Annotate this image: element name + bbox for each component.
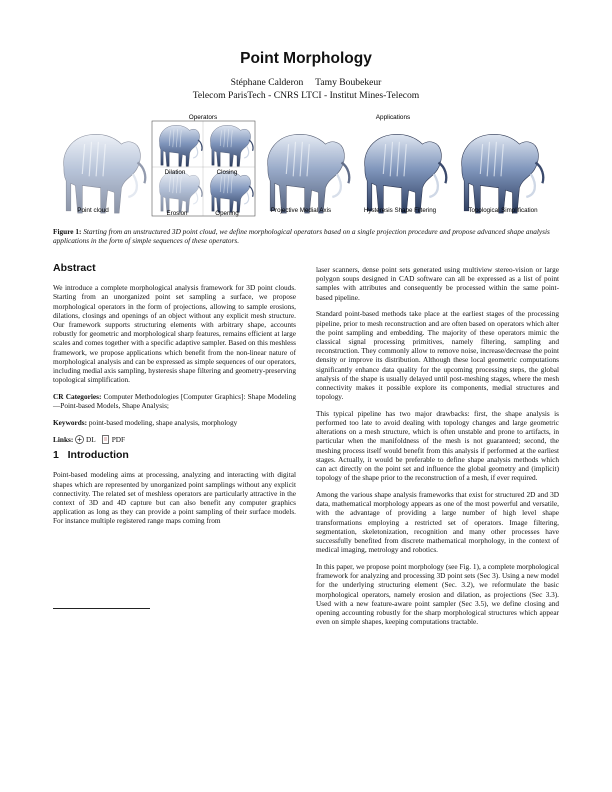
dilation-image bbox=[159, 125, 202, 166]
dl-link[interactable]: DL bbox=[85, 434, 96, 444]
right-paragraph: This typical pipeline has two major drawbacks: first, the shape analysis is performed too late to avoid dealing with topology changes and large geometric alterations on a mesh structure, which is often unstable and prone to artifacts, in particular when the manifoldness of the mesh is not guaranteed; second, the meshing process itself would benefit from this analysis if performed at the earliest stages. Actually, it would be preferable to define shape analysis methods which can act directly on the point set and influence the global geometry and (implicit) topology of the shape prior to the reconstruction of a mesh, if ever required. bbox=[316, 408, 559, 483]
right-paragraph: laser scanners, dense point sets generated using multiview stereo-vision or large polygon soups designed in CAD software can all be expressed as a list of point samples with attributes and consequently be processed within the same point-based pipeline. bbox=[316, 265, 559, 302]
pdf-icon[interactable] bbox=[101, 435, 110, 444]
intro-text: Point-based modeling aims at processing, analyzing and interacting with digital shapes which are represented by unorganized point samplings without any explicit connectivity. The related set of meshless operators are particularly attractive in the context of 3D and 4D capture but can also benefit any computer graphics application as long as they can provide a point sampling of their surface models. For instance multiple registered range maps coming from bbox=[53, 470, 296, 526]
right-paragraph: Standard point-based methods take place at the earliest stages of the processing pipeline, prior to mesh reconstruction and are often based on operators which alter the point sampling and embedding. The majority of these operators mimic the classical signal processing primitives, namely filtering, sampling and reconstruction. They commonly allow to remove noise, increase/decrease the point density or improve its distribution. Although these local geometric computations significantly enhance data quality for the upcoming processing steps, the global analysis of the shape is usually delayed until post-meshing stages, where the mesh connectivity makes it possible explore its components, medial structures and topology. bbox=[316, 309, 559, 402]
topological-image bbox=[462, 134, 544, 213]
abstract-heading: Abstract bbox=[53, 262, 96, 274]
pdf-link[interactable]: PDF bbox=[111, 434, 126, 444]
caption-label: Figure 1: bbox=[53, 227, 82, 236]
label-erosion: Erosion bbox=[166, 210, 188, 217]
caption-text: Starting from an unstructured 3D point cloud, we define morphological operators based on a single projection procedure and propose advanced shape analysis applications in the form of simple sequences of these operators. bbox=[53, 227, 550, 245]
dl-icon[interactable] bbox=[75, 435, 84, 444]
keywords bbox=[53, 418, 296, 427]
intro-heading bbox=[53, 451, 296, 460]
hysteresis-image bbox=[365, 134, 447, 213]
teaser-figure bbox=[53, 112, 559, 224]
footnote-rule bbox=[53, 608, 150, 609]
right-paragraph: Among the various shape analysis frameworks that exist for structured 2D and 3D data, mathematical morphology appears as one of the most powerful and versatile, with the advantage of providing a large number of high level shape transformations employing a restricted set of operators. Image filtering, segmentation, skeletonization, recognition and many other processes have successfully benefited from discrete mathematical morphology, in the context of medical imaging, metrology and robotics. bbox=[316, 489, 559, 555]
opening-image bbox=[210, 171, 253, 212]
authors: Stéphane Calderon Tamy Boubekeur bbox=[230, 77, 382, 88]
closing-image bbox=[210, 125, 253, 166]
paper-title: Point Morphology bbox=[240, 50, 372, 67]
erosion-image bbox=[159, 171, 202, 212]
cr-text: Computer Methodologies [Computer Graphics]: Shape Modeling—Point-based Models, Shape Analysis; bbox=[53, 391, 297, 411]
keywords-text: point-based modeling, shape analysis, morphology bbox=[88, 417, 238, 427]
label-point-cloud: Point cloud bbox=[77, 207, 109, 214]
point-cloud-image bbox=[64, 134, 146, 213]
figure-caption bbox=[53, 227, 559, 245]
abstract-text: We introduce a complete morphological analysis framework for 3D point clouds. Starting from an unorganized point set sampling a surface, we propose morphological operators in the form of projections, allowing to sample erosions, dilations, closings and openings of an object without any explicit mesh structure. Our framework supports structuring elements with arbitrary shape, accounts robustly for geometric and morphological sharp features, remains efficient at large scales and comes together with a specific adaptive sampler. Based on this meshless framework, we propose applications which benefit from the non-linear nature of morphological analysis and can be expressed as simple sequences of our operators, including medial axis sampling, hysteresis shape filtering and geometry-preserving topological simplification. bbox=[53, 283, 296, 385]
intro-number: 1 bbox=[53, 449, 59, 462]
links-label: Links: bbox=[53, 434, 74, 444]
cr-categories bbox=[53, 392, 296, 410]
left-column bbox=[53, 264, 296, 533]
label-dilation: Dilation bbox=[164, 169, 186, 176]
links bbox=[53, 435, 296, 444]
label-topological: Topological Simplification bbox=[468, 207, 538, 214]
right-column bbox=[316, 265, 559, 634]
applications-heading: Applications bbox=[375, 114, 411, 121]
intro-title: Introduction bbox=[67, 449, 129, 462]
keywords-label: Keywords: bbox=[53, 417, 88, 427]
label-hysteresis: Hysteresis Shape Filtering bbox=[363, 207, 437, 214]
label-closing: Closing bbox=[216, 169, 238, 176]
label-opening: Opening bbox=[215, 210, 239, 217]
label-medial-axis: Projective Medial Axis bbox=[270, 207, 332, 214]
operators-heading: Operators bbox=[188, 114, 218, 121]
cr-label: CR Categories: bbox=[53, 391, 102, 401]
affiliation: Telecom ParisTech - CNRS LTCI - Institut Mines-Telecom bbox=[192, 90, 420, 101]
medial-axis-image bbox=[268, 134, 350, 213]
right-paragraph: In this paper, we propose point morphology (see Fig. 1), a complete morphological framework for analyzing and processing 3D point sets (Sec 3). Using a new model for the underlying structuring element (Sec. 3.2), we reformulate the basic morphological operators, namely erosion and dilation, as projections (Sec 3.3). Used with a new feature-aware point sampler (Sec 3.5), we define closing and opening accounting robustly for the sharp morphological structures which appear even on simple shapes, keeping computations tractable. bbox=[316, 561, 559, 627]
